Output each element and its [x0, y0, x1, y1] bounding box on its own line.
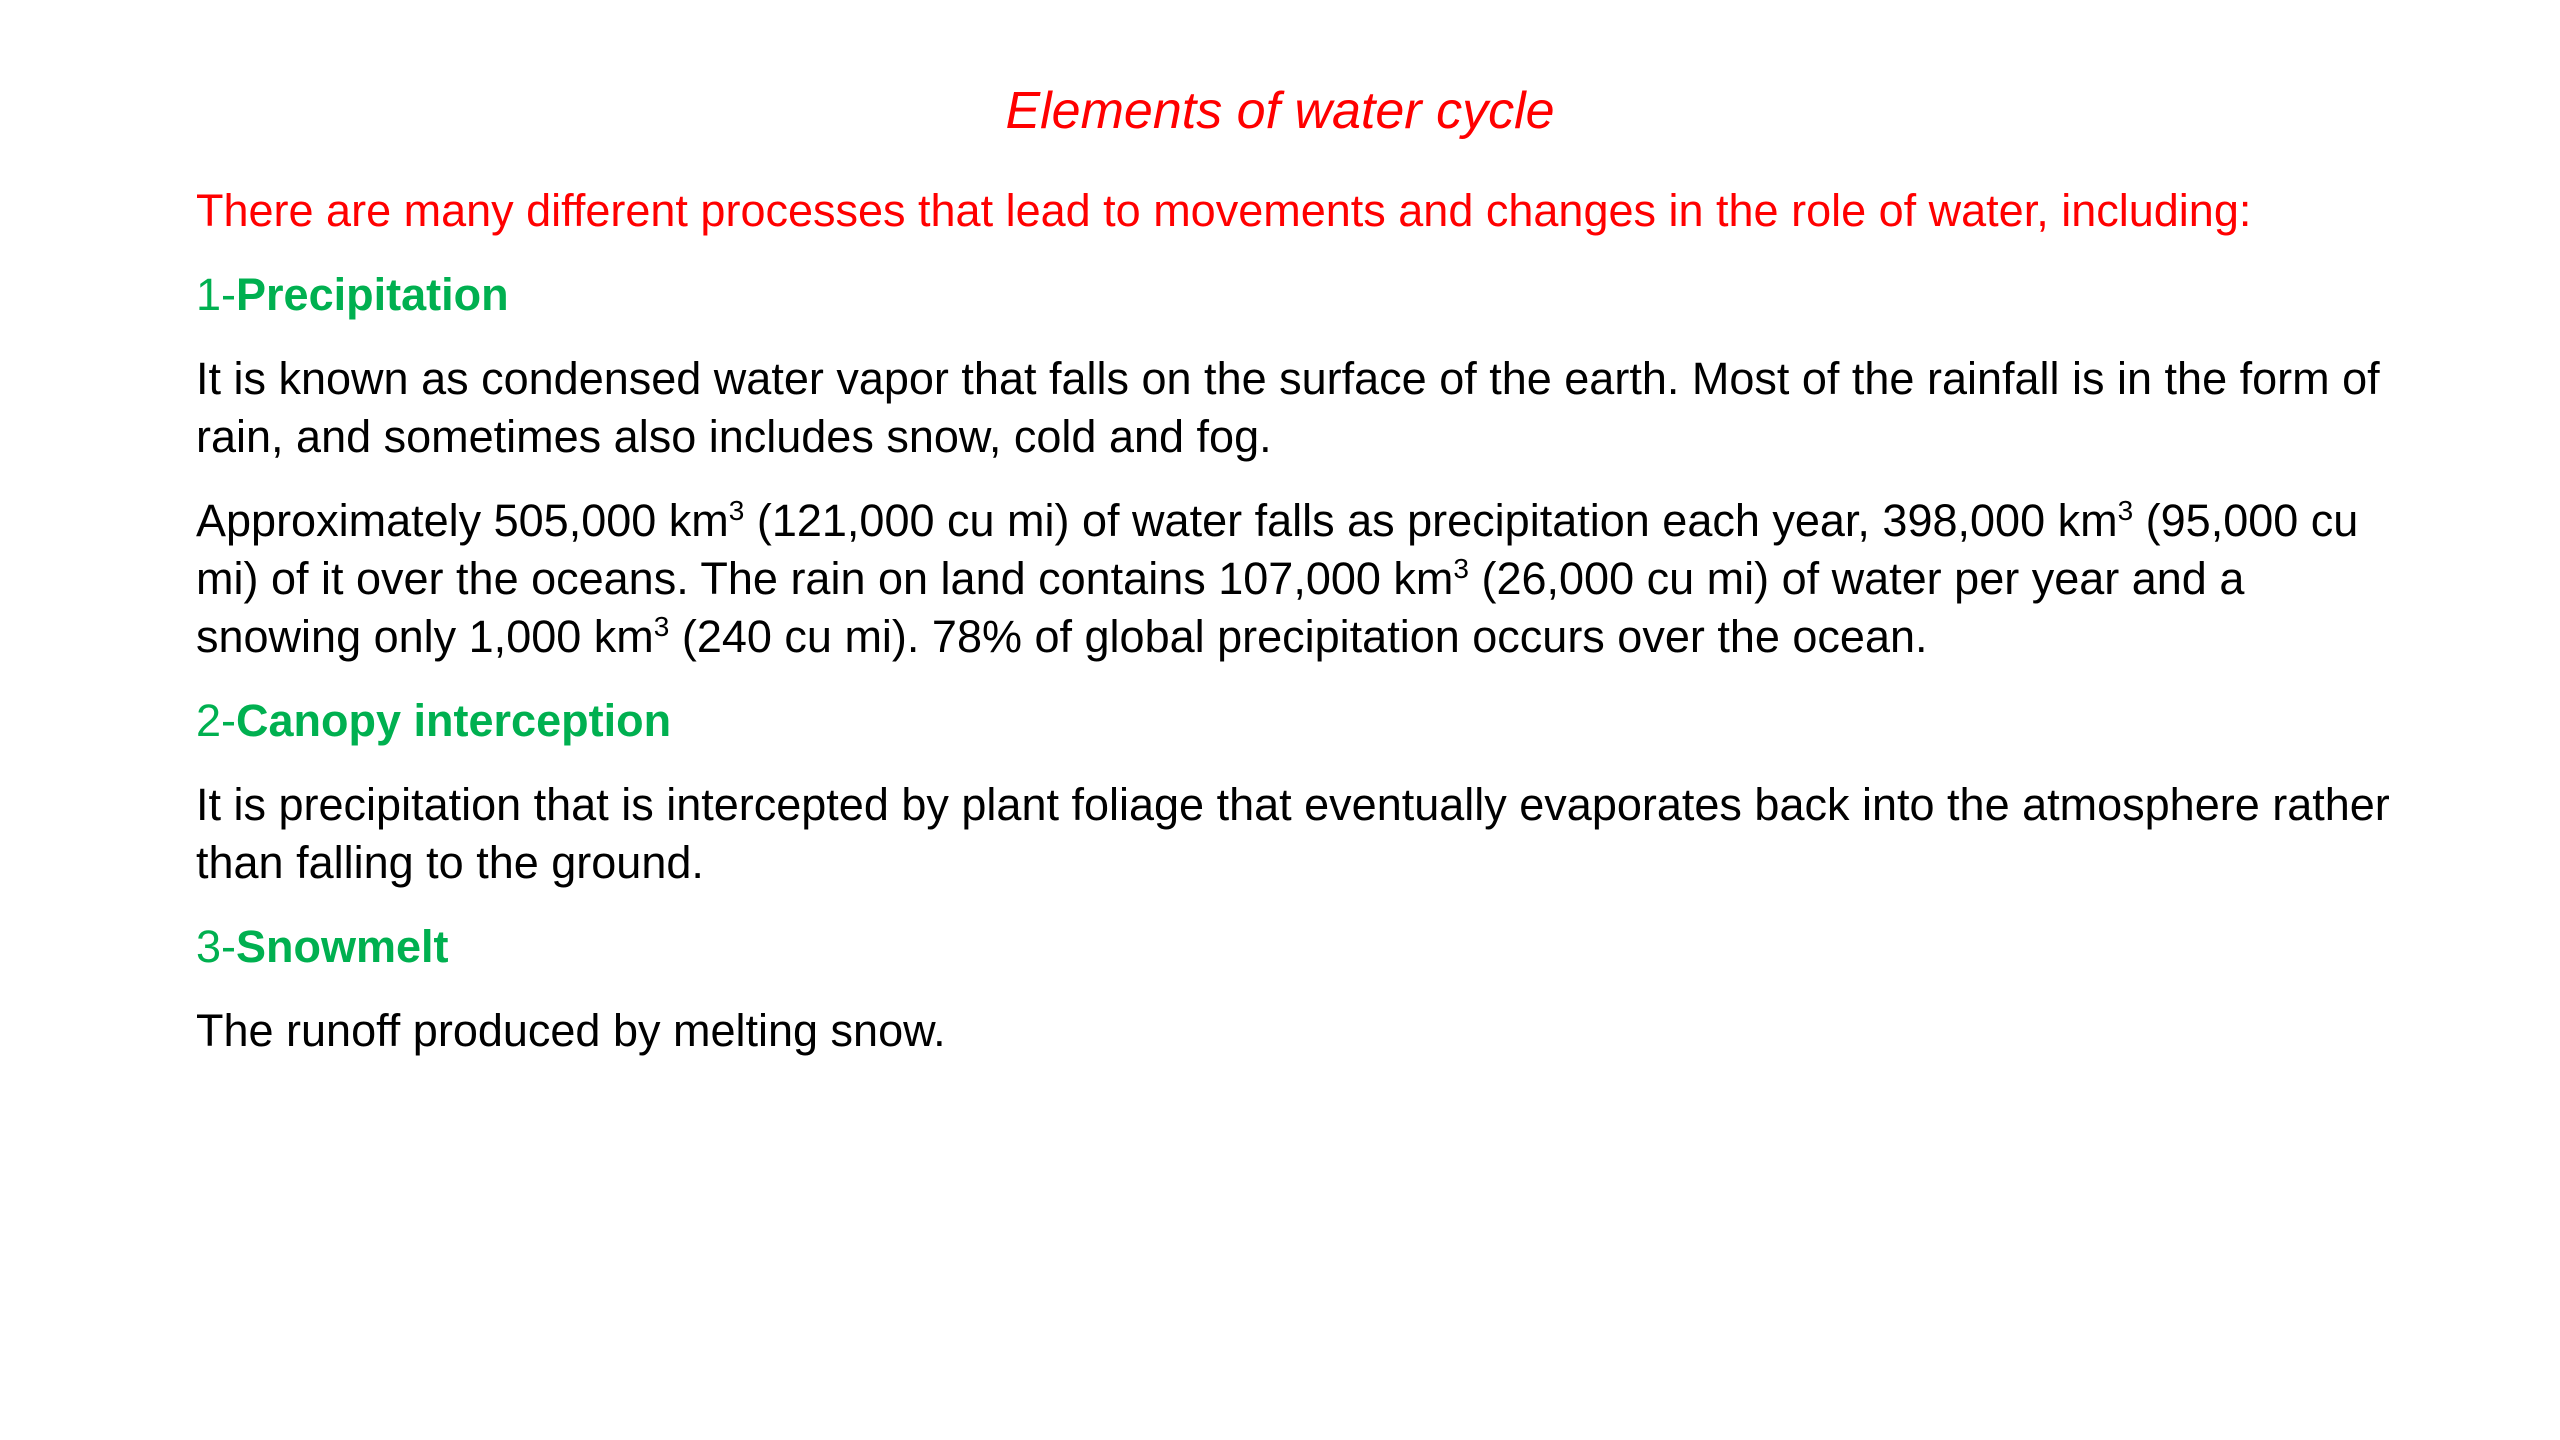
superscript-3: 3	[728, 495, 745, 526]
stat-text-2: (121,000 cu mi) of water falls as precipitation each year, 398,000 km	[744, 495, 2118, 546]
section-heading-canopy-interception	[196, 692, 2396, 750]
section-name: Precipitation	[236, 269, 509, 320]
superscript-3: 3	[653, 611, 670, 642]
precipitation-definition: It is known as condensed water vapor that falls on the surface of the earth. Most of the rainfall is in the form of rain, and sometimes also includes snow, cold and fog.	[196, 353, 2380, 462]
superscript-3: 3	[1453, 553, 1469, 584]
slide-body	[196, 182, 2396, 1086]
section-number: 2-	[196, 695, 237, 746]
section-number: 1-	[196, 269, 237, 320]
section-number: 3-	[196, 921, 237, 972]
stat-text-5: (240 cu mi). 78% of global precipitation occurs over the ocean.	[669, 611, 1928, 662]
snowmelt-definition: The runoff produced by melting snow.	[196, 1005, 946, 1056]
stat-text-4: (26,000 cu mi) of water per year and a snowing only 1,000 km	[196, 553, 2245, 662]
precipitation-statistics	[196, 492, 2396, 666]
canopy-interception-definition: It is precipitation that is intercepted by plant foliage that eventually evaporates back into the atmosphere rather than falling to the ground.	[196, 779, 2390, 888]
stat-text-1: Approximately 505,000 km	[196, 495, 729, 546]
stat-text-3: (95,000 cu mi) of it over the oceans. The rain on land contains 107,000 km	[196, 495, 2359, 604]
superscript-3: 3	[2117, 495, 2134, 526]
section-heading-precipitation	[196, 266, 2396, 324]
section-name: Snowmelt	[236, 921, 449, 972]
slide-title: Elements of water cycle	[1005, 82, 1555, 140]
section-name: Canopy interception	[236, 695, 672, 746]
section-heading-snowmelt	[196, 918, 2396, 976]
intro-text: There are many different processes that lead to movements and changes in the role of water, including:	[196, 185, 2252, 236]
